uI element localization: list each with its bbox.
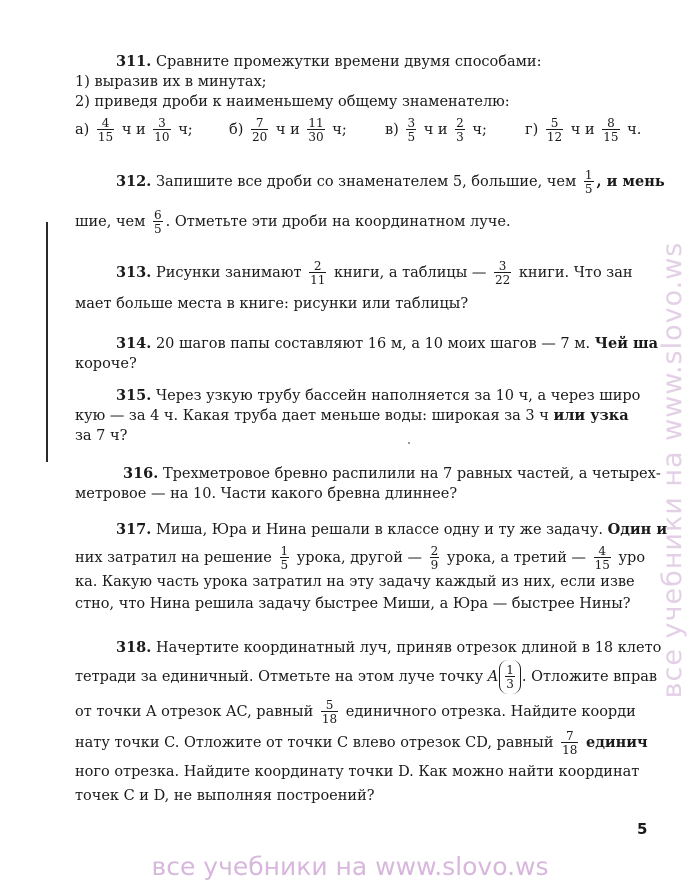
fraction: $\frac{3}{22}$ <box>494 259 511 287</box>
problem-317-line-3: ка. Какую часть урока затратил на эту задачу каждый из них, если изве <box>75 574 635 590</box>
option-label: а) <box>75 122 90 138</box>
problem-number: 313. <box>116 264 152 281</box>
problem-number: 315. <box>116 387 152 404</box>
fraction: $\frac{3}{10}$ <box>154 116 170 144</box>
problem-text: Миша, Юра и Нина решали в классе одну и ту же задачу. <box>155 522 604 538</box>
problem-316-line-2: метровое — на 10. Части какого бревна длиннее? <box>75 486 458 502</box>
parenthesis <box>499 660 521 694</box>
point-label: A <box>487 669 499 685</box>
print-speck <box>408 442 410 444</box>
option-text: ч и <box>423 122 448 138</box>
problem-text: нату точки C. Отложите от точки C влево отрезок CD, равный <box>75 735 554 751</box>
problem-314-line-1 <box>116 334 658 354</box>
problem-text: Трехметровое бревно распилили на 7 равных частей, а четырех- <box>162 466 661 482</box>
problem-311-item-1: 1) выразив их в минутах; <box>75 74 267 90</box>
problem-311-option-g <box>525 115 641 145</box>
fraction: $\frac{4}{15}$ <box>97 116 114 144</box>
option-text: ч и <box>570 122 595 138</box>
watermark-vertical: все учебники на www.slovo.ws <box>657 241 688 699</box>
option-label: б) <box>229 122 244 138</box>
problem-text: Чей ша <box>594 335 659 352</box>
problem-313-line-2: мает больше места в книге: рисунки или таблицы? <box>75 296 469 312</box>
problem-text: или узка <box>553 407 629 424</box>
problem-318-line-2 <box>75 660 657 694</box>
problem-318-line-3 <box>75 697 636 727</box>
problem-317-line-1 <box>116 520 667 540</box>
problem-text: . Отложите вправ <box>521 669 658 685</box>
problem-number: 314. <box>116 335 152 352</box>
margin-bar <box>46 222 48 462</box>
problem-311-line-1 <box>116 52 541 72</box>
problem-text: Начертите координатный луч, приняв отрезок длиной в 18 клето <box>155 640 662 656</box>
fraction: $\frac{4}{15}$ <box>594 544 610 572</box>
problem-312-line-2 <box>75 207 511 237</box>
problem-315-line-1 <box>116 386 640 406</box>
problem-text: шие, чем <box>75 214 146 230</box>
option-text: ч; <box>332 122 347 138</box>
problem-text: урока, другой — <box>296 550 423 566</box>
problem-number: 316. <box>123 465 159 482</box>
fraction: $\frac{5}{18}$ <box>321 698 338 726</box>
problem-318-line-5: ного отрезка. Найдите координату точки D. Как можно найти координат <box>75 764 640 780</box>
problem-318-line-4 <box>75 728 648 758</box>
fraction: $\frac{1}{3}$ <box>506 663 514 691</box>
watermark-bottom: все учебники на www.slovo.ws <box>151 852 549 881</box>
problem-text: единичного отрезка. Найдите коорди <box>345 704 636 720</box>
problem-316-line-1 <box>123 464 661 484</box>
problem-311-item-2: 2) приведя дроби к наименьшему общему знаменателю: <box>75 94 510 110</box>
option-text: ч; <box>472 122 487 138</box>
problem-text: 20 шагов папы составляют 16 м, а 10 моих шагов — 7 м. <box>155 336 591 352</box>
fraction: $\frac{1}{5}$ <box>280 544 289 572</box>
option-text: ч. <box>627 122 642 138</box>
problem-text: . Отметьте эти дроби на координатном луче. <box>165 214 511 230</box>
fraction: $\frac{7}{18}$ <box>562 729 578 757</box>
fraction: $\frac{8}{15}$ <box>603 116 619 144</box>
fraction: $\frac{2}{3}$ <box>456 116 464 144</box>
fraction: $\frac{5}{12}$ <box>546 116 563 144</box>
problem-317-line-2 <box>75 543 645 573</box>
fraction: $\frac{6}{5}$ <box>154 208 162 236</box>
problem-text: книги, а таблицы — <box>333 265 487 281</box>
option-label: г) <box>525 122 539 138</box>
option-text: ч; <box>178 122 193 138</box>
option-label: в) <box>385 122 399 138</box>
problem-311-option-v <box>385 115 487 145</box>
fraction: $\frac{2}{11}$ <box>310 259 326 287</box>
problem-text: Рисунки занимают <box>155 265 302 281</box>
problem-text: кую — за 4 ч. Какая труба дает меньше воды: широкая за 3 ч <box>75 408 549 424</box>
problem-318-line-1 <box>116 638 661 658</box>
option-text: ч и <box>275 122 300 138</box>
problem-number: 318. <box>116 639 152 656</box>
problem-text: , и мень <box>596 173 665 190</box>
fraction: $\frac{2}{9}$ <box>430 544 439 572</box>
fraction: $\frac{3}{5}$ <box>407 116 416 144</box>
problem-312-line-1 <box>116 167 665 197</box>
problem-number: 311. <box>116 53 152 70</box>
problem-text: Сравните промежутки времени двумя способами: <box>155 54 542 70</box>
fraction: $\frac{7}{20}$ <box>252 116 268 144</box>
problem-315-line-2 <box>75 406 629 426</box>
problem-text: Запишите все дроби со знаменателем 5, большие, чем <box>155 174 577 190</box>
problem-311-option-a <box>75 115 193 145</box>
problem-text: урока, а третий — <box>446 550 586 566</box>
problem-text: них затратил на решение <box>75 550 272 566</box>
problem-text: Через узкую трубу бассейн наполняется за 10 ч, а через широ <box>155 388 641 404</box>
problem-318-line-6: точек C и D, не выполняя построений? <box>75 788 375 804</box>
problem-text: тетради за единичный. Отметьте на этом луче точку <box>75 669 484 685</box>
problem-text: книги. Что зан <box>518 265 633 281</box>
option-text: ч и <box>121 122 146 138</box>
problem-317-line-4: стно, что Нина решила задачу быстрее Миши, а Юра — быстрее Нины? <box>75 596 631 612</box>
problem-text: уро <box>618 550 646 566</box>
problem-text: Один и <box>607 521 668 538</box>
page-number: 5 <box>637 820 648 838</box>
problem-text: от точки A отрезок AC, равный <box>75 704 314 720</box>
problem-number: 317. <box>116 521 152 538</box>
problem-314-line-2: короче? <box>75 356 137 372</box>
problem-text: единич <box>586 734 648 751</box>
problem-number: 312. <box>116 173 152 190</box>
problem-315-line-3: за 7 ч? <box>75 428 128 444</box>
fraction: $\frac{1}{5}$ <box>584 168 593 196</box>
problem-311-option-b <box>229 115 347 145</box>
problem-313-line-1 <box>116 258 633 288</box>
fraction: $\frac{11}{30}$ <box>308 116 324 144</box>
